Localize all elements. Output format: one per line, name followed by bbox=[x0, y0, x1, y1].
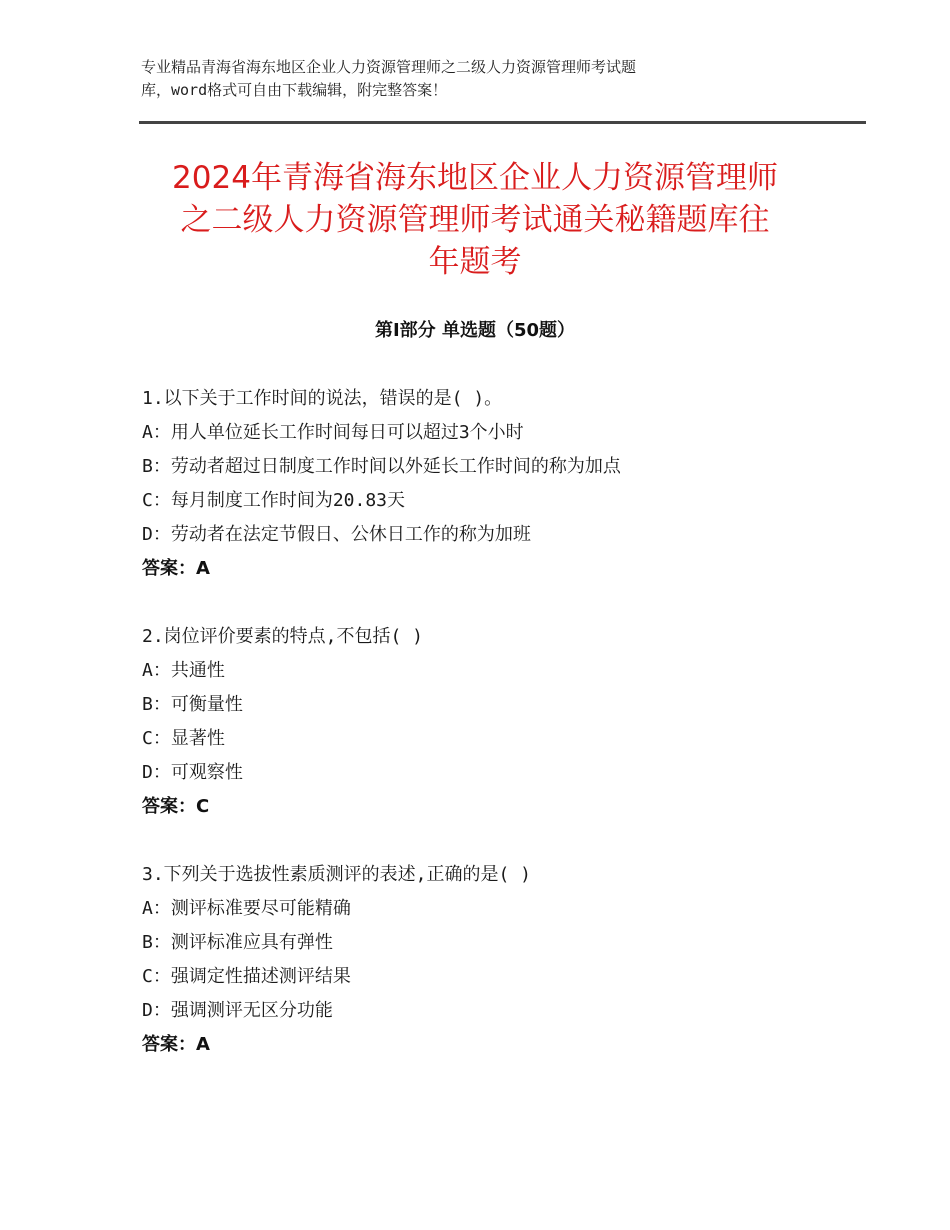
section-title: 第I部分 单选题（50题） bbox=[374, 320, 575, 341]
answer: 答案：C bbox=[142, 796, 210, 817]
option-d: D：可观察性 bbox=[142, 762, 243, 783]
option-a: A：共通性 bbox=[142, 660, 225, 681]
answer: 答案：A bbox=[142, 1034, 210, 1055]
question-stem: 2.岗位评价要素的特点,不包括( ) bbox=[142, 626, 424, 647]
header-divider bbox=[139, 121, 866, 124]
option-b: B：可衡量性 bbox=[142, 694, 243, 715]
header-note-line-2: 库，word格式可自由下载编辑，附完整答案！ bbox=[141, 81, 448, 99]
option-d: D：劳动者在法定节假日、公休日工作的称为加班 bbox=[142, 524, 531, 545]
document-title-line-2: 之二级人力资源管理师考试通关秘籍题库往 bbox=[180, 202, 770, 238]
header-note bbox=[141, 56, 821, 102]
option-d: D：强调测评无区分功能 bbox=[142, 1000, 333, 1021]
question-2 bbox=[142, 620, 842, 824]
option-b: B：劳动者超过日制度工作时间以外延长工作时间的称为加点 bbox=[142, 456, 621, 477]
header-note-line-1: 专业精品青海省海东地区企业人力资源管理师之二级人力资源管理师考试题 bbox=[141, 58, 637, 76]
question-stem: 3.下列关于选拔性素质测评的表述,正确的是( ) bbox=[142, 864, 532, 885]
option-b: B：测评标准应具有弹性 bbox=[142, 932, 333, 953]
question-3 bbox=[142, 858, 842, 1062]
answer: 答案：A bbox=[142, 558, 210, 579]
question-1 bbox=[142, 382, 842, 586]
document-title bbox=[140, 157, 810, 283]
option-c: C：强调定性描述测评结果 bbox=[142, 966, 351, 987]
option-a: A：测评标准要尽可能精确 bbox=[142, 898, 351, 919]
option-c: C：显著性 bbox=[142, 728, 225, 749]
document-title-line-1: 2024年青海省海东地区企业人力资源管理师 bbox=[172, 160, 778, 196]
option-c: C：每月制度工作时间为20.83天 bbox=[142, 490, 406, 511]
question-stem: 1.以下关于工作时间的说法，错误的是( )。 bbox=[142, 388, 503, 409]
document-title-line-3: 年题考 bbox=[428, 244, 522, 280]
option-a: A：用人单位延长工作时间每日可以超过3个小时 bbox=[142, 422, 524, 443]
question-list bbox=[142, 382, 842, 1096]
